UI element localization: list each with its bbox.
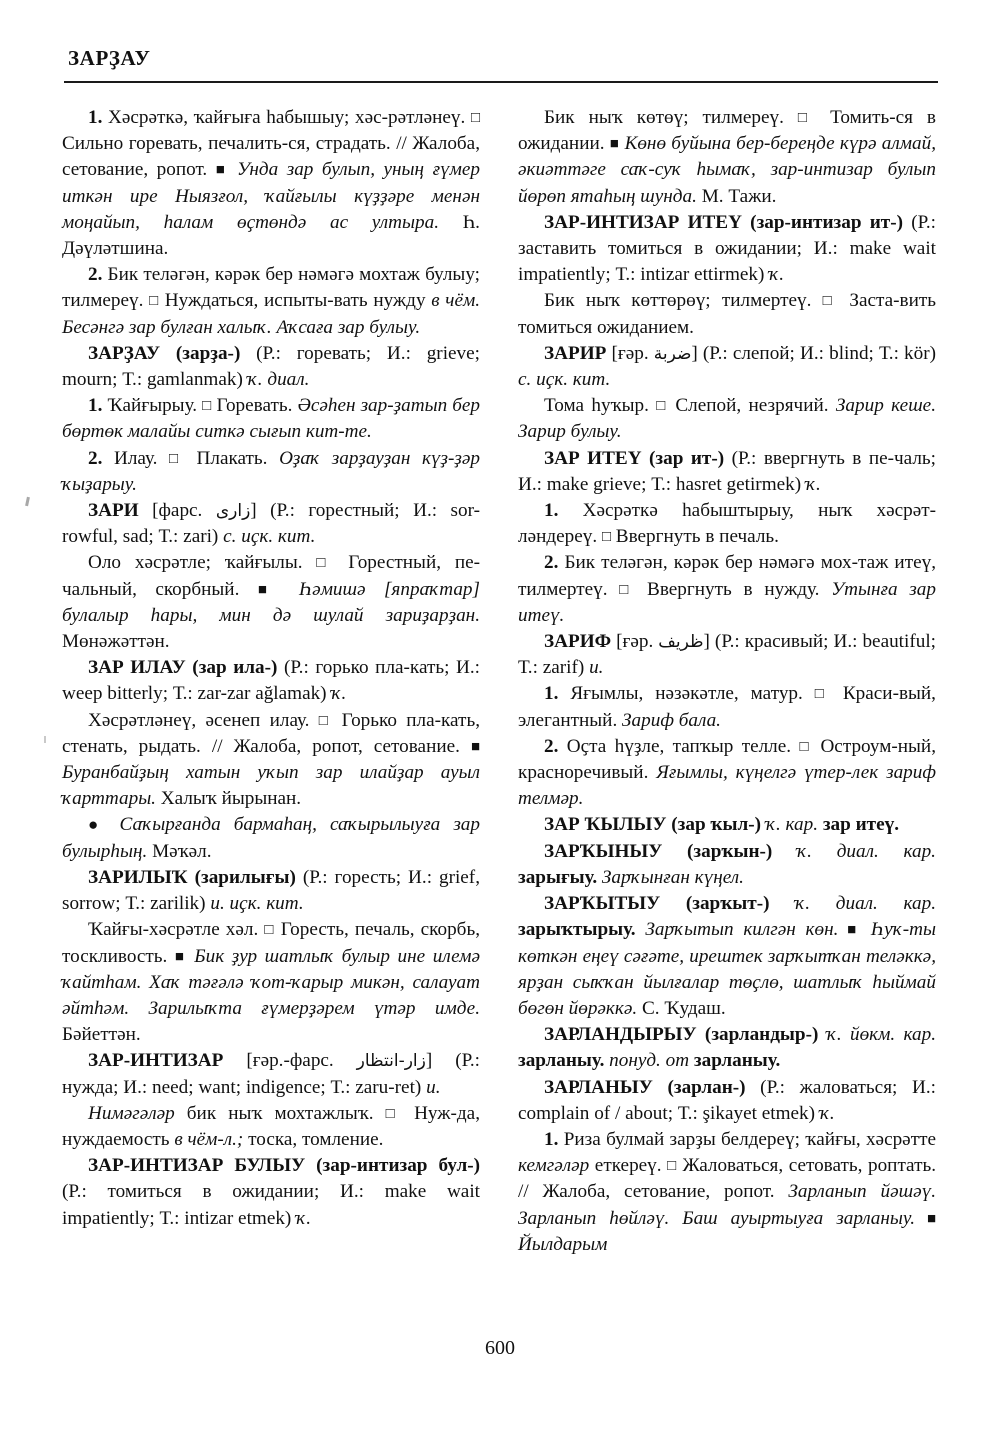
body-text: С. Ҡудаш. xyxy=(637,997,726,1019)
body-text: Хәсрәтләнеү, әсенеп илау. xyxy=(88,709,319,731)
scan-artifact xyxy=(44,736,46,743)
page-number: 600 xyxy=(485,1337,515,1359)
open-square-marker: □ xyxy=(619,581,636,598)
italic-text: Көнө буйына бер-береңде күрә алмай, әкиәттәге саҡ-суҡ һымаҡ, зар-интизар булып йөрөп ятаһың шунда. xyxy=(518,133,936,207)
body-text: Бик ныҡ көтөү; тилмереү. xyxy=(544,107,798,128)
headword-text: ЗАРИФ xyxy=(544,631,612,653)
body-text: (Р.: горесть; И.: grief, sorrow; Т.: zarilik) xyxy=(62,866,480,915)
open-square-marker: □ xyxy=(149,293,160,310)
dictionary-entry xyxy=(518,210,936,289)
filled-square-marker: ■ xyxy=(215,162,229,179)
sense-block xyxy=(518,498,936,550)
headword-text: зар итеү. xyxy=(822,814,900,836)
dictionary-entry xyxy=(62,865,480,917)
italic-text: Саҡырғанда бармаһаң, саҡырылыуға зар булырһың. xyxy=(62,814,480,862)
right-column xyxy=(518,105,936,1258)
italic-text: Зарир кеше. Зарир булыу. xyxy=(518,395,936,443)
arabic-etymon: زار-انتظار xyxy=(356,1051,426,1072)
open-square-marker: □ xyxy=(202,398,212,415)
body-text: Мөнәжәттән. xyxy=(62,631,170,653)
body-text: Остроум-ный, красноречивый. xyxy=(518,735,936,784)
open-square-marker: □ xyxy=(470,110,480,126)
italic-text: ҡ. xyxy=(819,1102,835,1124)
body-text: (Р.: ввергнуть в пе-чаль; И.: make grieve; Т.: hasret getirmek) xyxy=(518,447,936,495)
left-column xyxy=(62,105,480,1232)
body-text: Хәсрәткә, ҡайғыға һабышыу; хәс-рәтләнеү. xyxy=(102,107,471,128)
italic-text: Утынға зар итеү. xyxy=(518,578,936,626)
body-text: Бик ныҡ көттөрөү; тилмертеү. xyxy=(544,290,823,312)
open-square-marker: □ xyxy=(169,450,185,467)
headword-text: ЗАРИ xyxy=(88,500,139,522)
dictionary-entry xyxy=(62,341,480,393)
body-text: Заста-вить томиться ожиданием. xyxy=(518,290,936,338)
running-head: ЗАРҘАУ xyxy=(68,46,151,70)
headword-text: ЗАРҠЫНЫУ (зарҡын-) xyxy=(544,840,773,862)
body-text: Горесть, печаль, скорбь, тоскливость. xyxy=(62,919,480,967)
bullet-marker: ● xyxy=(88,815,107,835)
headword-text: ЗАРИР xyxy=(544,342,607,364)
headword-text: ЗАРҠЫТЫУ (зарҡыт-) xyxy=(544,893,770,915)
body-text: Томить-ся в ожидании. xyxy=(518,107,936,155)
proverb-block xyxy=(62,812,480,864)
definition-block xyxy=(518,105,936,210)
italic-text: ҡ. кар. xyxy=(761,814,823,836)
headword-text: зарланыу. xyxy=(518,1050,605,1072)
sense-block xyxy=(62,446,480,498)
headword-text: ЗАР-ИНТИЗАР БУЛЫУ (зар-интизар бул-) xyxy=(88,1155,480,1177)
body-text: Слепой, незрячий. xyxy=(667,395,836,417)
definition-block xyxy=(518,393,936,445)
body-text: (Р.: жаловаться; И.: complain of / about; Т.: şikayet etmek) xyxy=(518,1076,936,1124)
body-text: Яғымлы, нәзәкәтле, матур. xyxy=(558,683,815,705)
body-text: Плакать. xyxy=(184,447,280,469)
headword-text: зарланыу. xyxy=(693,1050,781,1072)
open-square-marker: □ xyxy=(822,293,839,310)
italic-text: с. иҫк. кит. xyxy=(518,369,611,391)
headword-text: 2. xyxy=(88,264,103,286)
headword-text: ЗАР-ИНТИЗАР xyxy=(88,1050,224,1072)
body-text: (Р.: томиться в ожидании; И.: make wait impatiently; Т.: intizar etmek) xyxy=(62,1181,480,1229)
headword-text: 2. xyxy=(544,735,559,757)
body-text: Хәсрәткә һабыштырыу, ныҡ хәсрәт-ләндереү. xyxy=(518,500,936,548)
body-text: Нуж-да, нуждаемость xyxy=(62,1102,480,1150)
body-text: Оҫта һүҙле, тапҡыр телле. xyxy=(558,735,800,757)
open-square-marker: □ xyxy=(601,529,611,546)
body-text: ] (Р.: горестный; И.: sor-rowful, sad; Т.: zari) xyxy=(62,500,480,548)
italic-text: ҡ. диал. xyxy=(247,369,310,391)
italic-text: Бик ҙур шатлыҡ булыр ине илемә ҡайтһам. Хаҡ тәғәлә ҡот-ҡарыр микән, салауат әйтһәм. Зарилыҡта ғүмерҙәрем үтәр имде. xyxy=(62,945,480,1019)
body-text: Ввергнуть в печаль. xyxy=(611,526,779,548)
body-text: ] (Р.: красивый; И.: beautiful; Т.: zarif) xyxy=(518,631,936,679)
italic-text: в чём-л.; xyxy=(174,1128,244,1150)
italic-text: Зарҡытып килгән көн. xyxy=(635,919,839,941)
open-square-marker: □ xyxy=(264,922,275,939)
text-columns xyxy=(62,105,938,1258)
italic-text: ҡ. йөкм. кар. xyxy=(818,1024,936,1046)
body-text: Халыҡ йырынан. xyxy=(155,788,302,810)
sense-block xyxy=(518,734,936,813)
italic-text: Зариф бала. xyxy=(622,709,721,731)
body-text: Горестный, пе-чальный, скорбный. xyxy=(62,552,481,600)
body-text: Риза булмай зарҙы белдереү; ҡайғы, хәсрәтте xyxy=(558,1128,936,1150)
body-text: Горевать. xyxy=(211,395,298,417)
open-square-marker: □ xyxy=(316,555,335,572)
dictionary-entry xyxy=(62,655,480,707)
body-text: Краси-вый, элегантный. xyxy=(518,683,936,731)
italic-text: Йылдарым xyxy=(518,1233,608,1255)
body-text: Нуждаться, испыты-вать нужду xyxy=(159,290,432,312)
headword-text: ЗАР ИТЕҮ (зар ит-) xyxy=(544,447,725,469)
open-square-marker: □ xyxy=(667,1158,677,1175)
arabic-etymon: ضربة xyxy=(653,343,692,364)
italic-text: ҡ. xyxy=(769,264,785,286)
italic-text: с. иҫк. кит. xyxy=(223,526,316,548)
open-square-marker: □ xyxy=(797,110,817,126)
body-text: бик ныҡ мохтажлыҡ. xyxy=(174,1102,386,1124)
headword-text: ЗАР ИЛАУ (зар ила-) xyxy=(88,657,278,679)
italic-text: Зарланып йәшәү. Зарланып һөйләү. Баш ауыртыуға зарланыу. xyxy=(518,1181,936,1229)
dictionary-entry xyxy=(518,341,936,393)
italic-text: в чём. Бесәнгә зар булған халыҡ. Аҡсаға зар булыу. xyxy=(62,290,481,338)
body-text: [ғәр. xyxy=(611,631,659,653)
body-text: Ҡайғы-хәсрәтле хәл. xyxy=(88,919,265,941)
headword-text: ЗАРИЛЫҠ (зарилығы) xyxy=(88,866,296,888)
headword-text: 1. xyxy=(544,683,559,705)
body-text: ] (Р.: нужда; И.: need; want; indigence; Т.: zaru-ret) xyxy=(62,1050,480,1098)
definition-block xyxy=(62,708,480,813)
dictionary-entry xyxy=(62,1048,480,1100)
body-text: Ҡайғырыу. xyxy=(102,395,203,417)
body-text: Һ. Дәүләтшина. xyxy=(62,211,480,260)
filled-square-marker: ■ xyxy=(915,1210,937,1227)
body-text: Ввергнуть в нужду. xyxy=(635,578,832,600)
definition-block xyxy=(62,550,480,655)
dictionary-entry xyxy=(518,1022,936,1074)
headword-text: ЗАРҘАУ (зарҙа-) xyxy=(88,342,241,364)
sense-block xyxy=(62,393,480,445)
headword-text: зарығыу. xyxy=(518,866,598,888)
italic-text: понуд. от xyxy=(604,1050,694,1072)
headword-text: 1. xyxy=(88,395,103,417)
headword-text: 1. xyxy=(544,1128,559,1150)
italic-text: Буранбайҙың хатын уҡып зар илайҙар ауыл ҡарттары. xyxy=(62,762,480,810)
body-text: тоска, томление. xyxy=(243,1128,384,1150)
headword-text: ЗАР-ИНТИЗАР ИТЕҮ (зар-интизар ит-) xyxy=(544,211,903,233)
header-rule xyxy=(64,81,938,83)
italic-text: Унда зар булып, уның ғүмер иткән ире Ныязғол, ҡайғылы күҙҙәре менән моңайып, һалам өҫтөндә ас ултыра. xyxy=(62,159,481,233)
sense-block xyxy=(518,550,936,629)
italic-text: Һуҡ-ты көткән еңеү сәғәте, ирештек зарҡытҡан теләккә, ярҙан сыҡҡан йылғалар төҫлө, шатлыҡ һыймай бөгөн йөрәккә. xyxy=(518,919,936,1019)
italic-text: Әсәһен зар-ҙатып бер бөртөк малайы ситкә сығып кит-те. xyxy=(62,395,480,443)
body-text: М. Тажи. xyxy=(696,185,777,207)
scan-artifact xyxy=(25,497,30,506)
open-square-marker: □ xyxy=(385,1105,402,1122)
body-text: Бик теләгән, кәрәк бер нәмәгә мохтаж булыу; тилмереү. xyxy=(62,264,480,312)
open-square-marker: □ xyxy=(799,738,813,755)
headword-text: 2. xyxy=(544,552,559,574)
definition-block xyxy=(62,1101,480,1153)
dictionary-entry xyxy=(62,498,480,550)
arabic-etymon: ظريف xyxy=(658,632,704,653)
dictionary-entry xyxy=(518,812,936,838)
body-text: Бик теләгән, кәрәк бер нәмәгә мох-таж итеү, тилмертеү. xyxy=(518,552,936,600)
italic-text: Зарҡынған күңел. xyxy=(597,866,744,888)
filled-square-marker: ■ xyxy=(470,738,480,755)
definition-block xyxy=(62,917,480,1048)
dictionary-entry xyxy=(518,629,936,681)
italic-text: и. xyxy=(426,1076,441,1098)
headword-text: 1. xyxy=(88,107,103,128)
open-square-marker: □ xyxy=(656,398,668,415)
open-square-marker: □ xyxy=(814,686,831,703)
dictionary-entry xyxy=(518,839,936,891)
body-text: (Р.: заставить томиться в ожидании; И.: make wait impatiently; Т.: intizar ettirmek) xyxy=(518,211,936,286)
dictionary-entry xyxy=(62,1153,480,1232)
headword-text: 1. xyxy=(544,500,559,522)
italic-text: ҡ. xyxy=(296,1207,312,1229)
italic-text: кемгәләр xyxy=(518,1155,590,1177)
filled-square-marker: ■ xyxy=(609,136,620,153)
headword-text: зарыҡтырыу. xyxy=(518,919,636,941)
dictionary-entry xyxy=(518,446,936,498)
italic-text: Яғымлы, күңелгә үтер-лек зариф телмәр. xyxy=(518,762,936,810)
body-text: [ғәр.-фарс. xyxy=(223,1050,357,1072)
dictionary-entry xyxy=(518,891,936,1022)
sense-block xyxy=(518,1127,936,1258)
arabic-etymon: زارى xyxy=(215,501,251,522)
body-text: Сильно горевать, печалить-ся, страдать. // Жалоба, сетование, ропот. xyxy=(62,133,480,181)
open-square-marker: □ xyxy=(318,712,333,729)
body-text: (Р.: горевать; И.: grieve; mourn; Т.: gamlanmak) xyxy=(62,342,480,391)
headword-text: ЗАРЛАНДЫРЫУ (зарландыр-) xyxy=(544,1024,819,1046)
body-text: [фарс. xyxy=(138,500,216,522)
italic-text: ҡ. диал. кар. xyxy=(772,840,936,862)
body-text: Жаловаться, сетовать, роптать. // Жалоба, сетование, ропот. xyxy=(518,1155,937,1203)
italic-text: Нимәгәләр xyxy=(88,1102,175,1124)
body-text: Тома һуҡыр. xyxy=(544,395,657,417)
italic-text: ҡ. xyxy=(805,473,821,495)
body-text: Горько пла-кать, стенать, рыдать. // Жалоба, ропот, сетование. xyxy=(62,709,480,757)
body-text: Мәҡәл. xyxy=(147,840,212,862)
dictionary-entry xyxy=(518,1075,936,1127)
body-text: ] (Р.: слепой; И.: blind; Т.: kör) xyxy=(691,342,936,364)
definition-block xyxy=(518,288,936,340)
body-text: еткереү. xyxy=(589,1155,668,1177)
body-text: [ғәр. xyxy=(606,342,654,364)
italic-text: ҡ. xyxy=(331,683,347,705)
body-text: Оло хәсрәтле; ҡайғылы. xyxy=(88,552,317,574)
italic-text: и. xyxy=(589,657,604,679)
sense-block xyxy=(62,262,480,341)
body-text: Илау. xyxy=(102,447,170,469)
filled-square-marker: ■ xyxy=(257,581,281,598)
italic-text: и. иҫк. кит. xyxy=(210,893,304,915)
headword-text: ЗАРЛАНЫУ (зарлан-) xyxy=(544,1076,746,1098)
filled-square-marker: ■ xyxy=(174,948,187,965)
italic-text: ҡ. диал. кар. xyxy=(769,893,936,915)
headword-text: 2. xyxy=(88,447,103,469)
body-text: Бәйеттән. xyxy=(62,1024,141,1046)
filled-square-marker: ■ xyxy=(838,922,862,939)
italic-text: Оҙаҡ зарҙауҙан күҙ-ҙәр ҡыҙарыу. xyxy=(62,447,480,495)
body-text: (Р.: горько пла-кать; И.: weep bitterly; Т.: zar-zar ağlamak) xyxy=(62,657,480,705)
sense-block xyxy=(518,681,936,733)
sense-block xyxy=(62,105,480,262)
italic-text: Һәмишә [япраҡтар] булалыр һары, мин дә шулай зариҙарҙан. xyxy=(62,578,480,626)
headword-text: ЗАР ҠЫЛЫУ (зар ҡыл-) xyxy=(544,814,762,836)
